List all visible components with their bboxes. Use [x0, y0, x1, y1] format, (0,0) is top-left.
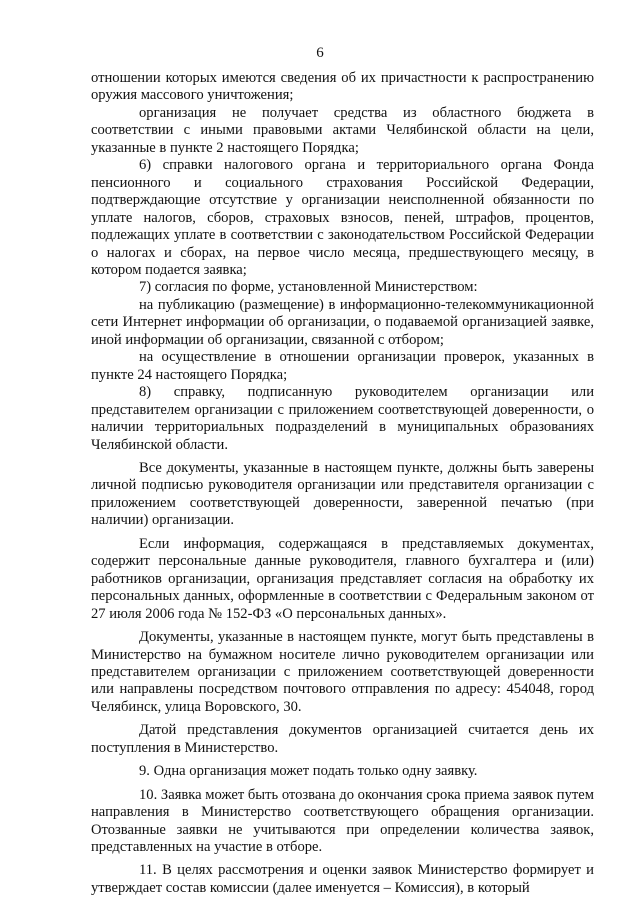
paragraph-item-6-tax-certificates: 6) справки налогового органа и территориального органа Фонда пенсионного и социального страхования Российской Федерации, подтверждающие отсутствие у организации неисполненной обязанности по уплате налогов, сборов, страховых взносов, пеней, штрафов, процентов, подлежащих уплате в соответствии с законодательством Российской Федерации о налогах и сборах, на первое число месяца, предшествующего месяцу, в котором подается заявка;	[91, 157, 594, 278]
paragraph-item-9-one-application: 9. Одна организация может подать только одну заявку.	[139, 763, 478, 780]
paragraph-no-budget-funds: организация не получает средства из областного бюджета в соответствии с иными правовыми актами Челябинской области на цели, указанные в пункте 2 настоящего Порядка;	[91, 104, 594, 156]
paragraph-item-8-certificate: 8) справку, подписанную руководителем организации или представителем организации с приложением соответствующей доверенности, о наличии территориальных подразделений в муниципальных образованиях Челябинской области.	[91, 384, 594, 453]
paragraph-personal-data: Если информация, содержащаяся в представляемых документах, содержит персональные данные руководителя, главного бухгалтера и (или) работников организации, организация представляет согласия на обработку их персональных данных, оформленные в соответствии с Федеральным законом от 27 июля 2006 года № 152-ФЗ «О персональных данных».	[91, 535, 594, 622]
paragraph-submission-date: Датой представления документов организацией считается день их поступления в Министерство.	[91, 722, 594, 756]
document-body	[91, 70, 594, 897]
page-number: 6	[316, 45, 324, 61]
paragraph-item-10-withdrawal: 10. Заявка может быть отозвана до окончания срока приема заявок путем направления в Министерство соответствующего обращения организации. Отозванные заявки не учитываются при определении количества заявок, представленных на участие в отборе.	[91, 786, 594, 856]
paragraph-item-7-consents: 7) согласия по форме, установленной Министерством:	[139, 279, 478, 296]
paragraph-submission-method: Документы, указанные в настоящем пункте, могут быть представлены в Министерство на бумажном носителе лично руководителем организации или представителем организации с приложением соответствующей доверенности или направлены посредством почтового отправления по адресу: 454048, город Челябинск, улица Воровского, 30.	[91, 629, 594, 715]
paragraph-item-11-commission: 11. В целях рассмотрения и оценки заявок Министерство формирует и утверждает состав комиссии (далее именуется – Комиссия), в который	[91, 862, 594, 896]
paragraph-documents-certified: Все документы, указанные в настоящем пункте, должны быть заверены личной подписью руководителя организации или представителя организации с приложением соответствующей доверенности, заверенной печатью (при наличии) организации.	[91, 459, 594, 529]
paragraph-continuation: отношении которых имеются сведения об их причастности к распространению оружия массового уничтожения;	[91, 70, 594, 104]
paragraph-consent-inspections: на осуществление в отношении организации проверок, указанных в пункте 24 настоящего Порядка;	[91, 349, 594, 383]
paragraph-consent-publication: на публикацию (размещение) в информационно-телекоммуникационной сети Интернет информации об организации, о подаваемой организацией заявке, иной информации об организации, связанной с отбором;	[91, 296, 594, 348]
